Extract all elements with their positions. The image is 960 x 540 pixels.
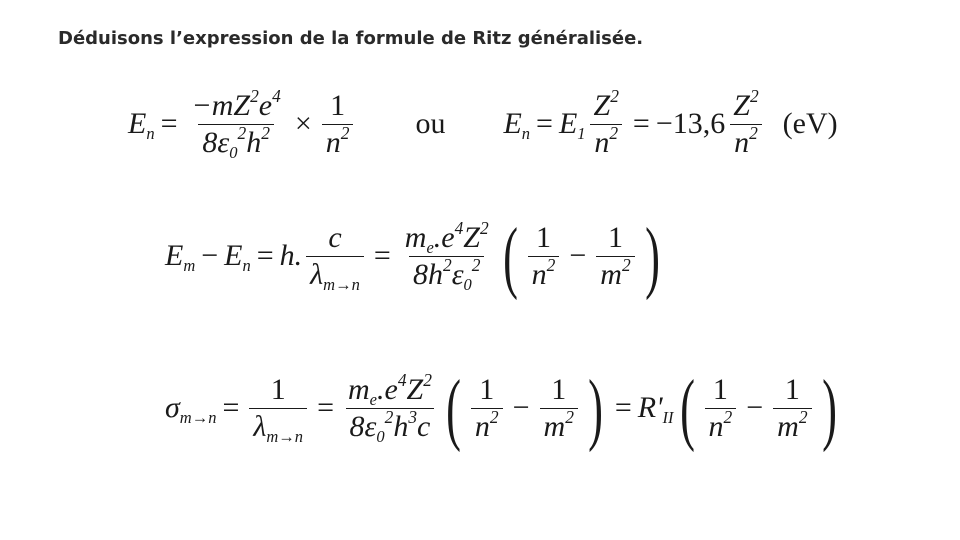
eq3-fraction-constants bbox=[344, 369, 436, 446]
eq1-unit: (eV) bbox=[782, 107, 838, 140]
eq2-right-paren: ) bbox=[644, 210, 660, 301]
eq3-paren2-fraction-2-denominator: $m^2$ bbox=[773, 408, 811, 443]
eq1-lhs: $E_n$ bbox=[128, 107, 155, 143]
eq2-paren-minus: − bbox=[569, 239, 587, 272]
eq3-paren2-fraction-2-numerator: 1 bbox=[784, 373, 800, 406]
eq3-paren1-fraction-1-denominator: $n^2$ bbox=[471, 408, 503, 443]
eq3-fraction-inverse-lambda bbox=[249, 373, 307, 446]
eq2-h-dot: h. bbox=[279, 239, 303, 272]
eq3-fraction-constants-numerator: $m_e.e^4Z^2$ bbox=[347, 369, 432, 409]
eq1-rhs-fraction-2-denominator: $n^2$ bbox=[730, 124, 762, 159]
eq3-fraction-inverse-lambda-denominator: $\lambda_{m\to n}$ bbox=[249, 408, 307, 443]
eq3-fraction-inverse-lambda-numerator: 1 bbox=[270, 373, 286, 406]
eq2-en: $E_n$ bbox=[224, 239, 251, 275]
eq1-rhs-e1: $E_1$ bbox=[558, 107, 586, 143]
eq2-equals-1: = bbox=[256, 239, 274, 272]
eq1-fraction-main-numerator: $-mZ^2e^4$ bbox=[191, 85, 281, 122]
eq1-rhs-fraction-2 bbox=[729, 85, 762, 159]
eq3-paren2-fraction-1 bbox=[705, 374, 737, 442]
eq2-equals-2: = bbox=[373, 239, 391, 272]
eq2-paren-fraction-2-numerator: 1 bbox=[607, 221, 623, 254]
eq1-fraction-inverse-n2 bbox=[322, 90, 354, 158]
eq3-parenthesis-group-2 bbox=[674, 362, 843, 453]
eq3-sigma: $\sigma_{m\to n}$ bbox=[165, 391, 217, 427]
eq3-paren1-fraction-1 bbox=[471, 374, 503, 442]
eq3-paren2-fraction-1-numerator: 1 bbox=[712, 373, 728, 406]
eq1-rhs-fraction-1 bbox=[590, 85, 623, 159]
eq1-fraction-inverse-numerator: 1 bbox=[330, 89, 346, 122]
eq3-paren2-fraction-2 bbox=[773, 374, 811, 442]
eq2-paren-fraction-2-denominator: $m^2$ bbox=[596, 256, 634, 291]
eq1-fraction-main bbox=[188, 85, 285, 162]
eq1-rhs-fraction-1-numerator: $Z^2$ bbox=[593, 85, 619, 122]
eq3-paren1-fraction-2-numerator: 1 bbox=[551, 373, 567, 406]
eq1-rhs-lhs: $E_n$ bbox=[503, 107, 531, 143]
eq2-left-paren: ( bbox=[502, 210, 518, 301]
equation-1-energy-levels bbox=[128, 78, 838, 170]
eq1-fraction-main-denominator: $8\varepsilon_0^2h^2$ bbox=[198, 124, 273, 159]
eq2-fraction-c-lambda-denominator: $\lambda_{m\to n}$ bbox=[306, 256, 364, 291]
eq3-rydberg-constant: $R'_{II}$ bbox=[637, 391, 674, 427]
eq3-paren1-fraction-2 bbox=[540, 374, 578, 442]
eq1-times: × bbox=[294, 107, 312, 140]
eq2-fraction-constants-denominator: $8h^2\varepsilon_0^2$ bbox=[409, 256, 484, 291]
eq2-minus: − bbox=[201, 239, 219, 272]
eq3-left-paren-1: ( bbox=[445, 362, 461, 453]
eq3-right-paren-1: ) bbox=[587, 362, 603, 453]
eq3-paren2-minus: − bbox=[746, 391, 764, 424]
eq3-fraction-constants-denominator: $8\varepsilon_0^2h^3c$ bbox=[346, 408, 435, 443]
eq1-fraction-inverse-denominator: $n^2$ bbox=[322, 124, 354, 159]
eq3-paren2-fraction-1-denominator: $n^2$ bbox=[705, 408, 737, 443]
eq3-equals-3: = bbox=[614, 391, 632, 424]
eq1-equals: = bbox=[160, 107, 178, 140]
eq3-paren1-fraction-1-numerator: 1 bbox=[479, 373, 495, 406]
eq3-parenthesis-group-1 bbox=[440, 362, 609, 453]
eq1-rhs-fraction-1-denominator: $n^2$ bbox=[590, 124, 622, 159]
slide-title: Déduisons l’expression de la formule de Ritz généralisée. bbox=[58, 28, 644, 49]
eq2-paren-fraction-1 bbox=[528, 222, 560, 290]
equation-3-ritz-formula bbox=[165, 362, 843, 454]
eq3-right-paren-2: ) bbox=[821, 362, 837, 453]
eq2-fraction-c-lambda-numerator: c bbox=[328, 221, 342, 254]
eq2-paren-fraction-1-numerator: 1 bbox=[536, 221, 552, 254]
eq2-parenthesis-group bbox=[497, 210, 666, 301]
eq2-paren-fraction-2 bbox=[596, 222, 634, 290]
eq3-paren1-fraction-2-denominator: $m^2$ bbox=[540, 408, 578, 443]
eq2-fraction-constants-numerator: $m_e.e^4Z^2$ bbox=[404, 217, 489, 257]
eq3-equals-1: = bbox=[222, 391, 240, 424]
eq1-rhs-equals-2: = bbox=[632, 107, 650, 140]
equation-2-energy-difference bbox=[165, 210, 666, 302]
eq1-rhs-constant: −13,6 bbox=[655, 107, 726, 140]
eq1-rhs-equals-1: = bbox=[536, 107, 553, 140]
eq1-connector: ou bbox=[415, 107, 446, 140]
eq1-rhs-fraction-2-numerator: $Z^2$ bbox=[733, 85, 759, 122]
eq2-fraction-constants bbox=[401, 217, 493, 294]
eq3-paren1-minus: − bbox=[512, 391, 530, 424]
eq3-equals-2: = bbox=[317, 391, 334, 424]
eq2-em: $E_m$ bbox=[165, 239, 196, 275]
eq2-paren-fraction-1-denominator: $n^2$ bbox=[528, 256, 560, 291]
eq3-left-paren-2: ( bbox=[679, 362, 695, 453]
eq2-fraction-c-lambda bbox=[306, 221, 364, 294]
